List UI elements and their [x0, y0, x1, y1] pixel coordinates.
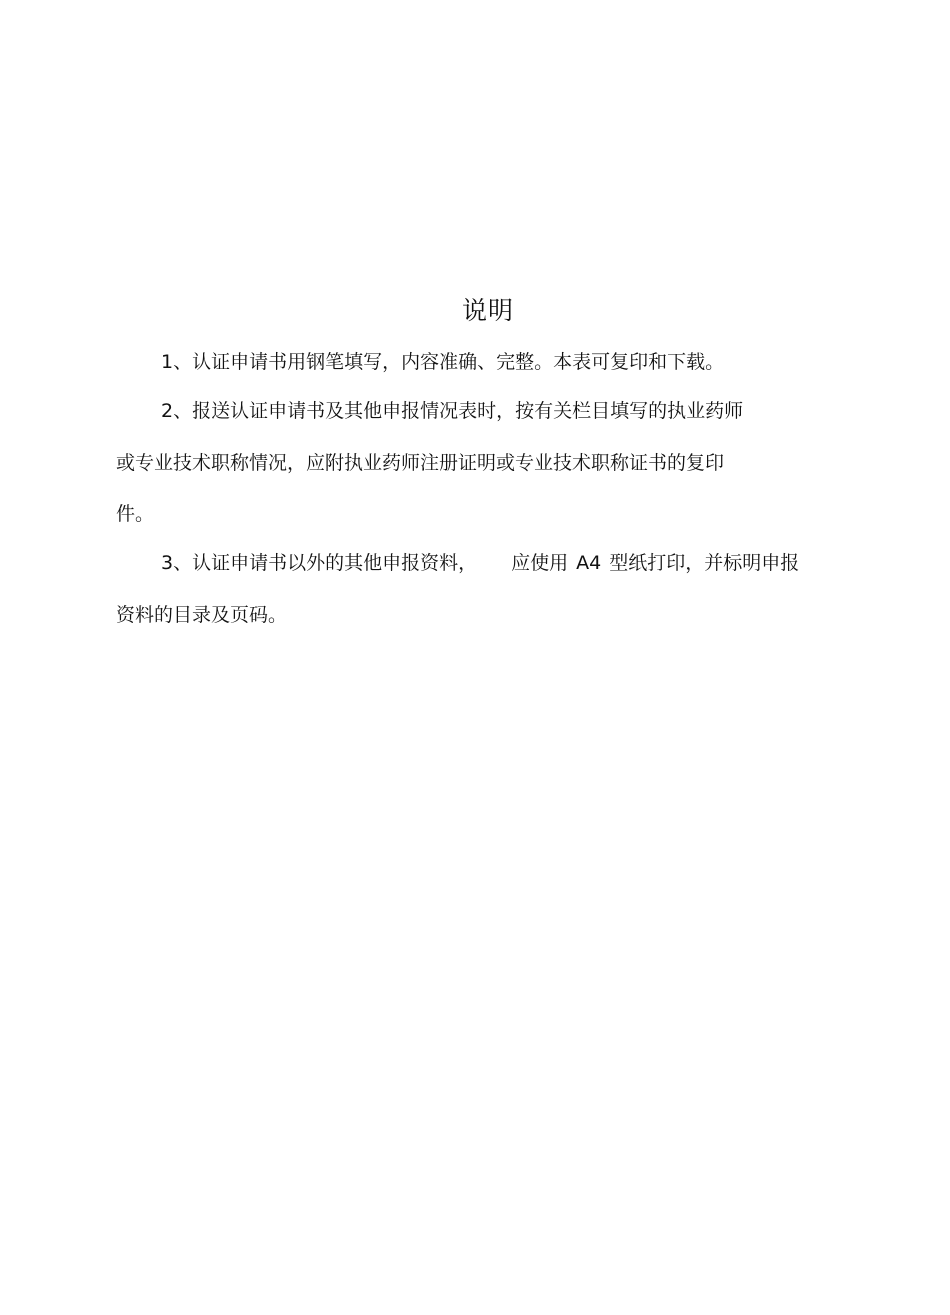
instruction-item-3-text-2: 资料的目录及页码。	[116, 604, 288, 626]
instruction-item-2-text-2: 或专业技术职称情况，应附执业药师注册证明或专业技术职称证书的复印	[116, 452, 725, 474]
instruction-item-1	[161, 348, 724, 376]
instruction-item-3-text-1c: A4	[576, 552, 602, 574]
instruction-item-3-line-1	[161, 549, 799, 577]
instruction-item-1-text: 1、认证申请书用钢笔填写，内容准确、完整。本表可复印和下载。	[161, 351, 725, 373]
instruction-item-2-line-2	[116, 449, 724, 477]
instruction-item-3-text-1a: 3、认证申请书以外的其他申报资料，	[161, 552, 478, 574]
instruction-item-2-line-1	[161, 397, 743, 425]
instruction-item-2-line-3	[116, 500, 154, 528]
page-title: 说明	[461, 296, 514, 325]
instruction-item-3-text-1b: 应使用	[511, 552, 569, 574]
instruction-item-2-text-1: 2、报送认证申请书及其他申报情况表时，按有关栏目填写的执业药师	[161, 400, 744, 422]
instruction-item-2-text-3: 件。	[116, 503, 155, 525]
instruction-item-3-text-1d: 型纸打印，并标明申报	[609, 552, 800, 574]
instruction-item-3-line-2	[116, 601, 287, 629]
